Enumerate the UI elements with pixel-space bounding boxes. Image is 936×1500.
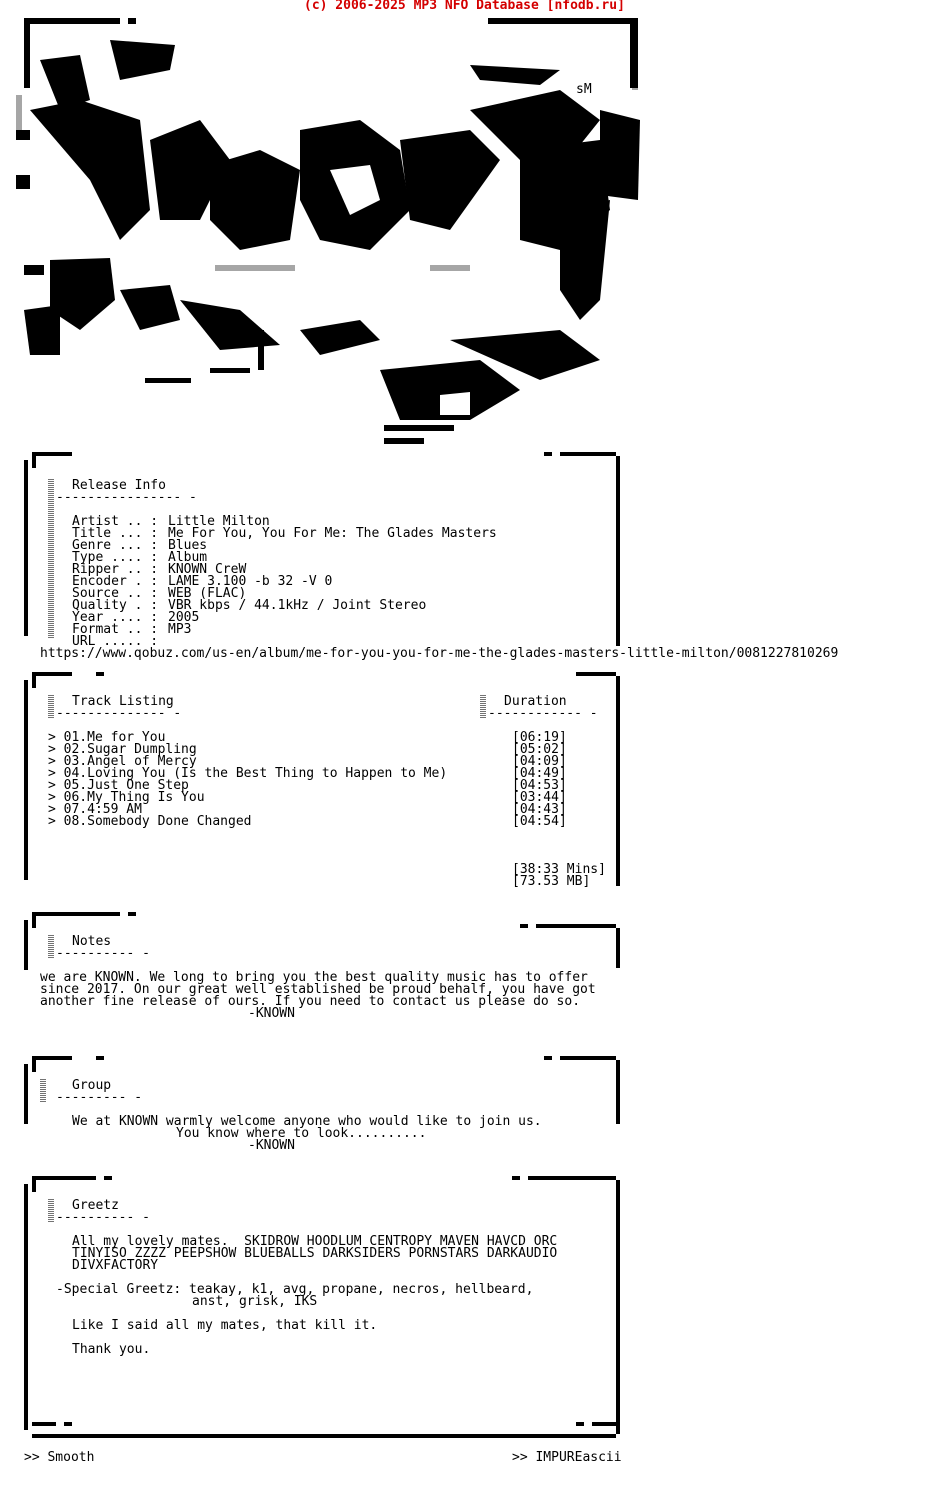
notes-heading: Notes (72, 934, 112, 949)
track-title: > 08.Somebody Done Changed (48, 814, 252, 829)
notes-underline: ---------- - (56, 946, 150, 961)
field-value: Me For You, You For Me: The Glades Masters (168, 526, 497, 541)
field-key: URL ..... : (72, 634, 159, 649)
special-greetz: anst, grisk, IKS (192, 1294, 318, 1309)
duration-heading: Duration (504, 694, 567, 709)
field-value: Blues (168, 538, 208, 553)
total-size: [73.53 MB] (512, 874, 591, 889)
field-key: Artist .. : (72, 514, 159, 529)
track-duration: [04:53] (512, 778, 567, 793)
track-title: > 07.4:59 AM (48, 802, 142, 817)
group-line: You know where to look.......... (176, 1126, 427, 1141)
track-title: > 04.Loving You (Is the Best Thing to Happen to Me) (48, 766, 448, 781)
footer-credit-right: >> IMPUREascii (512, 1450, 622, 1465)
field-value: Little Milton (168, 514, 270, 529)
release-underline: ---------------- - (56, 490, 197, 505)
field-value: Album (168, 550, 208, 565)
track-title: > 03.Angel of Mercy (48, 754, 197, 769)
greetz-underline: ---------- - (56, 1210, 150, 1225)
track-duration: [06:19] (512, 730, 567, 745)
notes-line: another fine release of ours. If you need to contact us please do so. (40, 994, 581, 1009)
field-key: Encoder . : (72, 574, 159, 589)
field-key: Format .. : (72, 622, 159, 637)
field-value: KNOWN CreW (168, 562, 247, 577)
field-key: Ripper .. : (72, 562, 159, 577)
tracks-heading: Track Listing (72, 694, 174, 709)
notes-line: since 2017. On our great well established be proud behalf, you have got (40, 982, 596, 997)
field-value: LAME 3.100 -b 32 -V 0 (168, 574, 333, 589)
field-key: Source .. : (72, 586, 159, 601)
greetz-closing: Thank you. (72, 1342, 151, 1357)
track-title: > 01.Me for You (48, 730, 166, 745)
logo-tag: sM (576, 82, 592, 97)
duration-underline: ------------ - (488, 706, 598, 721)
field-key: Title ... : (72, 526, 159, 541)
greetz-line: TINYISO ZZZZ PEEPSHOW BLUEBALLS DARKSIDERS PORNSTARS DARKAUDIO (72, 1246, 558, 1261)
field-value: VBR kbps / 44.1kHz / Joint Stereo (168, 598, 427, 613)
ascii-logo-art (0, 0, 936, 450)
greetz-heading: Greetz (72, 1198, 119, 1213)
release-url-link[interactable]: https://www.qobuz.com/us-en/album/me-for-you-you-for-me-the-glades-masters-little-milton/0081227810269 (40, 646, 839, 661)
total-time: [38:33 Mins] (512, 862, 606, 877)
field-key: Quality . : (72, 598, 159, 613)
release-heading: Release Info (72, 478, 166, 493)
group-line: We at KNOWN warmly welcome anyone who would like to join us. (72, 1114, 542, 1129)
track-duration: [04:54] (512, 814, 567, 829)
track-duration: [03:44] (512, 790, 567, 805)
track-title: > 06.My Thing Is You (48, 790, 205, 805)
track-duration: [04:43] (512, 802, 567, 817)
tracks-underline: -------------- - (56, 706, 182, 721)
greetz-line: All my lovely mates. SKIDROW HOODLUM CENTROPY MAVEN HAVCD ORC (72, 1234, 558, 1249)
track-title: > 02.Sugar Dumpling (48, 742, 197, 757)
greetz-closing: Like I said all my mates, that kill it. (72, 1318, 378, 1333)
notes-signature: -KNOWN (248, 1006, 295, 1021)
group-signature: -KNOWN (248, 1138, 295, 1153)
special-greetz: -Special Greetz: teakay, k1, avg, propane, necros, hellbeard, (56, 1282, 534, 1297)
field-key: Genre ... : (72, 538, 159, 553)
notes-line: we are KNOWN. We long to bring you the best quality music has to offer (40, 970, 588, 985)
group-underline: --------- - (56, 1090, 143, 1105)
copyright-header: (c) 2006-2025 MP3 NFO Database [nfodb.ru] (304, 0, 625, 13)
field-key: Type .... : (72, 550, 159, 565)
group-heading: Group (72, 1078, 112, 1093)
field-key: Year .... : (72, 610, 159, 625)
track-title: > 05.Just One Step (48, 778, 189, 793)
footer-credit-left: >> Smooth (24, 1450, 95, 1465)
field-value: MP3 (168, 622, 192, 637)
greetz-line: DIVXFACTORY (72, 1258, 159, 1273)
track-duration: [04:09] (512, 754, 567, 769)
track-duration: [05:02] (512, 742, 567, 757)
track-duration: [04:49] (512, 766, 567, 781)
field-value: WEB (FLAC) (168, 586, 247, 601)
field-value: 2005 (168, 610, 200, 625)
